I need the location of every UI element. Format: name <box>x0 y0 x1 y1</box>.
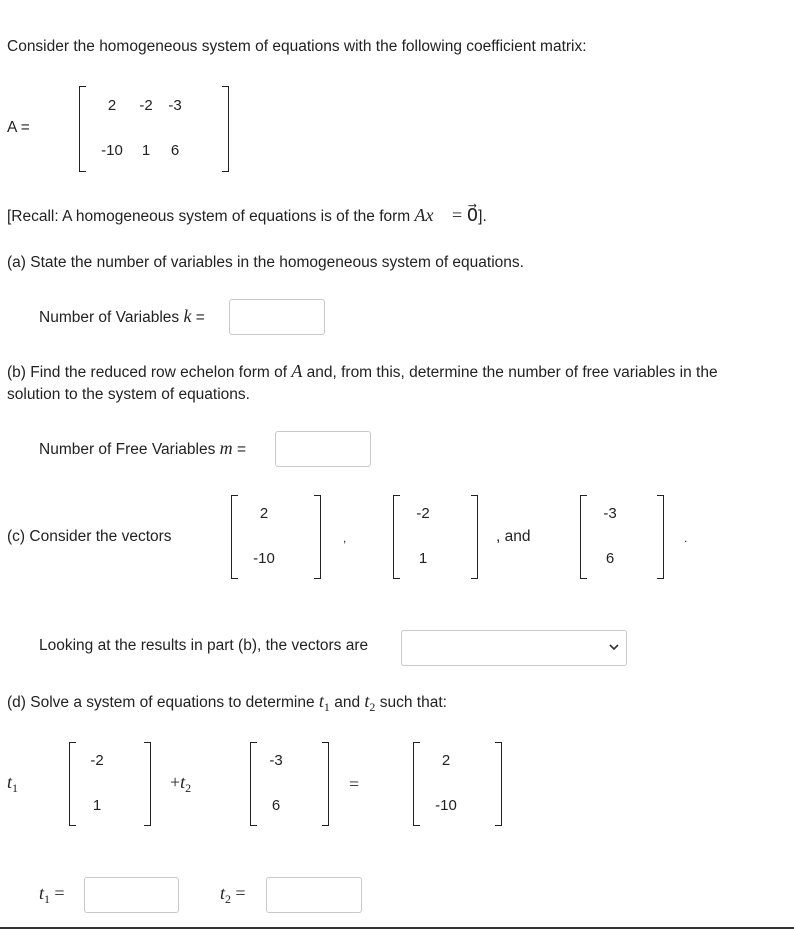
vector-cell: -3 <box>603 505 617 522</box>
vector-left-bracket <box>69 742 76 826</box>
vectors-dependence-select[interactable] <box>401 630 627 666</box>
recall-text: [Recall: A homogeneous system of equations is of the form Ax⃗ = 0⃗]. <box>7 205 487 225</box>
num-free-variables-input[interactable] <box>275 431 371 467</box>
matrix-cell: -10 <box>101 142 123 159</box>
vector-cell: 2 <box>441 752 451 769</box>
part-b-label: Number of Free Variables m = <box>39 438 246 458</box>
matrix-cell: 2 <box>107 97 117 114</box>
matrix-right-bracket <box>222 86 229 172</box>
part-b-question-line1: (b) Find the reduced row echelon form of A and, from this, determine the number of free variables in the <box>7 361 718 381</box>
page-bottom-divider <box>0 927 794 929</box>
t1-answer-label: $t_1$ = <box>39 883 65 907</box>
recall-eq-x: x⃗ <box>425 205 448 225</box>
vector-left-bracket <box>393 495 400 579</box>
chevron-down-icon <box>608 639 620 655</box>
vector-right-bracket <box>144 742 151 826</box>
t1-symbol: $t_1$ <box>7 772 19 796</box>
vector-cell: -3 <box>269 752 283 769</box>
vector-right-bracket <box>471 495 478 579</box>
vector-cell: -10 <box>253 550 275 567</box>
looking-text: Looking at the results in part (b), the vectors are <box>39 637 369 654</box>
vector-right-bracket <box>495 742 502 826</box>
part-a-label: Number of Variables k = <box>39 306 205 326</box>
intro-text: Consider the homogeneous system of equations with the following coefficient matrix: <box>7 38 587 55</box>
vector-cell: 1 <box>92 797 102 814</box>
period: . <box>684 531 688 545</box>
vector-left-bracket <box>580 495 587 579</box>
part-b-question-line2: solution to the system of equations. <box>7 386 250 403</box>
vector-cell: 2 <box>259 505 269 522</box>
equals-sign: = <box>349 774 360 794</box>
vector-right-bracket <box>657 495 664 579</box>
matrix-cell: 6 <box>170 142 180 159</box>
and-text: , and <box>496 528 531 545</box>
vector-cell: 1 <box>418 550 428 567</box>
vector-right-bracket <box>314 495 321 579</box>
vector-cell: 6 <box>271 797 281 814</box>
part-c-lead: (c) Consider the vectors <box>7 528 172 545</box>
t2-input[interactable] <box>266 877 362 913</box>
vector-left-bracket <box>231 495 238 579</box>
matrix-cell: -2 <box>139 97 153 114</box>
vector-cell: -10 <box>435 797 457 814</box>
vector-cell: -2 <box>416 505 430 522</box>
vector-cell: -2 <box>90 752 104 769</box>
vector-right-bracket <box>322 742 329 826</box>
part-d-question: (d) Solve a system of equations to determine $t_1$ and $t_2$ such that: <box>7 691 447 715</box>
recall-eq-rest: = 0⃗ <box>447 205 479 225</box>
matrix-label: A = <box>7 119 30 136</box>
matrix-left-bracket <box>79 86 86 172</box>
comma: , <box>343 531 347 545</box>
matrix-cell: -3 <box>168 97 182 114</box>
num-variables-input[interactable] <box>229 299 325 335</box>
recall-eq-a: A <box>414 205 426 225</box>
part-a-question: (a) State the number of variables in the homogeneous system of equations. <box>7 254 524 271</box>
t1-input[interactable] <box>84 877 179 913</box>
vector-left-bracket <box>413 742 420 826</box>
t2-answer-label: $t_2$ = <box>220 883 246 907</box>
matrix-cell: 1 <box>141 142 151 159</box>
plus-t2: $+t_2$ <box>170 772 192 796</box>
vector-cell: 6 <box>605 550 615 567</box>
